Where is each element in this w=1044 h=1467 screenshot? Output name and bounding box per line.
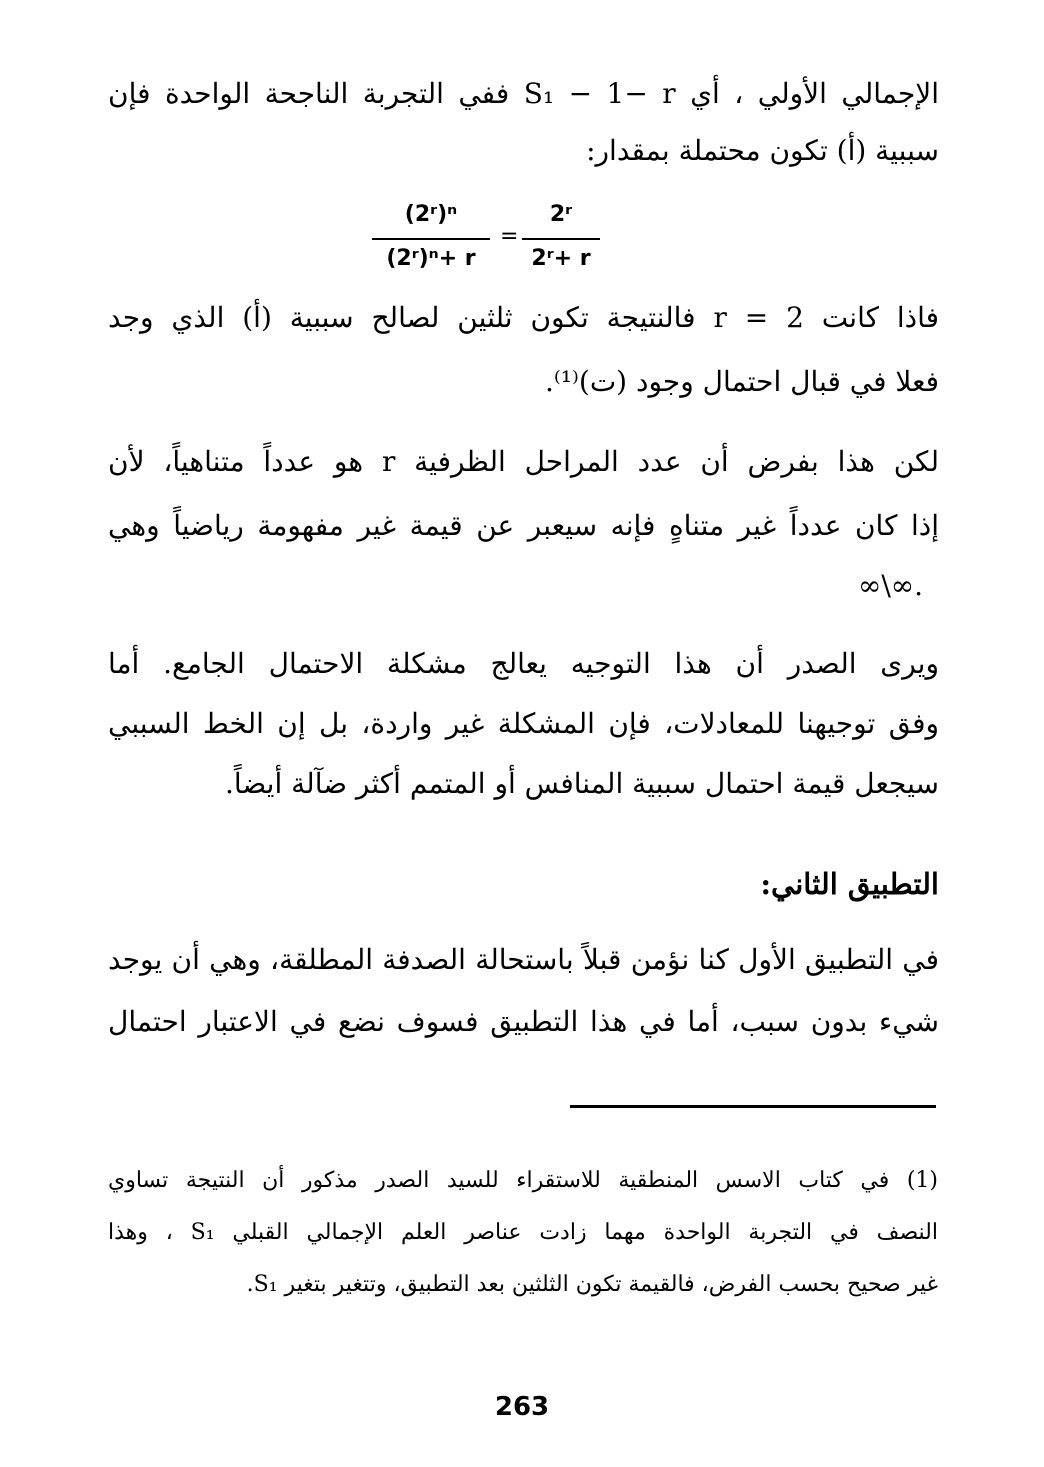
paragraph-2-line-1: فاذا كانت r = 2 فالنتيجة تكون ثلثين لصالح سببية (أ) الذي وجد xyxy=(108,301,939,334)
equals-sign: = xyxy=(500,224,519,249)
footnote-line-2: النصف في التجربة الواحدة مهما زادت عناصر العلم الإجمالي القبلي S₁ ، وهذا xyxy=(108,1220,938,1245)
page-number: 263 xyxy=(494,1392,550,1422)
left-fraction-bar xyxy=(372,238,490,240)
right-fraction-bar xyxy=(522,238,600,240)
paragraph-2-line-2: فعلا في قبال احتمال وجود (ت)⁽¹⁾. xyxy=(545,365,939,398)
paragraph-5-line-2: شيء بدون سبب، أما في هذا التطبيق فسوف نضع في الاعتبار احتمال xyxy=(108,1005,939,1038)
paragraph-1-line-2: سببية (أ) تكون محتملة بمقدار: xyxy=(586,134,939,167)
paragraph-3-line-2: إذا كان عدداً غير متناهٍ فإنه سيعبر عن قيمة غير مفهومة رياضياً وهي xyxy=(108,509,939,542)
left-fraction xyxy=(372,196,490,276)
right-fraction xyxy=(522,196,600,276)
paragraph-5-line-1: في التطبيق الأول كنا نؤمن قبلاً باستحالة الصدفة المطلقة، وهي أن يوجد xyxy=(108,943,939,976)
section-heading: التطبيق الثاني: xyxy=(760,867,939,901)
paragraph-1-line-1: الإجمالي الأولي ، أي S₁ − 1− r ففي التجربة الناجحة الواحدة فإن xyxy=(108,77,939,110)
footnote-line-1: (1) في كتاب الاسس المنطقية للاستقراء للسيد الصدر مذكور أن النتيجة تساوي xyxy=(108,1168,938,1193)
left-denominator: (2ʳ)ⁿ+ r xyxy=(386,246,476,271)
paragraph-4-line-3: سيجعل قيمة احتمال سببية المنافس أو المتمم أكثر ضآلة أيضاً. xyxy=(224,767,939,800)
paragraph-3-line-1: لكن هذا بفرض أن عدد المراحل الظرفية r هو عدداً متناهياً، لأن xyxy=(108,445,939,478)
right-denominator: 2ʳ+ r xyxy=(531,246,591,271)
left-numerator: (2ʳ)ⁿ xyxy=(404,202,458,227)
footnote-line-3: غير صحيح بحسب الفرض، فالقيمة تكون الثلثين بعد التطبيق، وتتغير بتغير S₁. xyxy=(246,1272,938,1297)
footnote-separator xyxy=(570,1105,936,1108)
paragraph-4-line-2: وفق توجيهنا للمعادلات، فإن المشكلة غير واردة، بل إن الخط السببي xyxy=(108,707,939,740)
paragraph-4-line-1: ويرى الصدر أن هذا التوجيه يعالج مشكلة الاحتمال الجامع. أما xyxy=(108,647,939,680)
paragraph-3-line-3: ∞\∞. xyxy=(858,569,923,602)
right-numerator: 2ʳ xyxy=(549,202,573,227)
probability-formula xyxy=(372,196,612,280)
